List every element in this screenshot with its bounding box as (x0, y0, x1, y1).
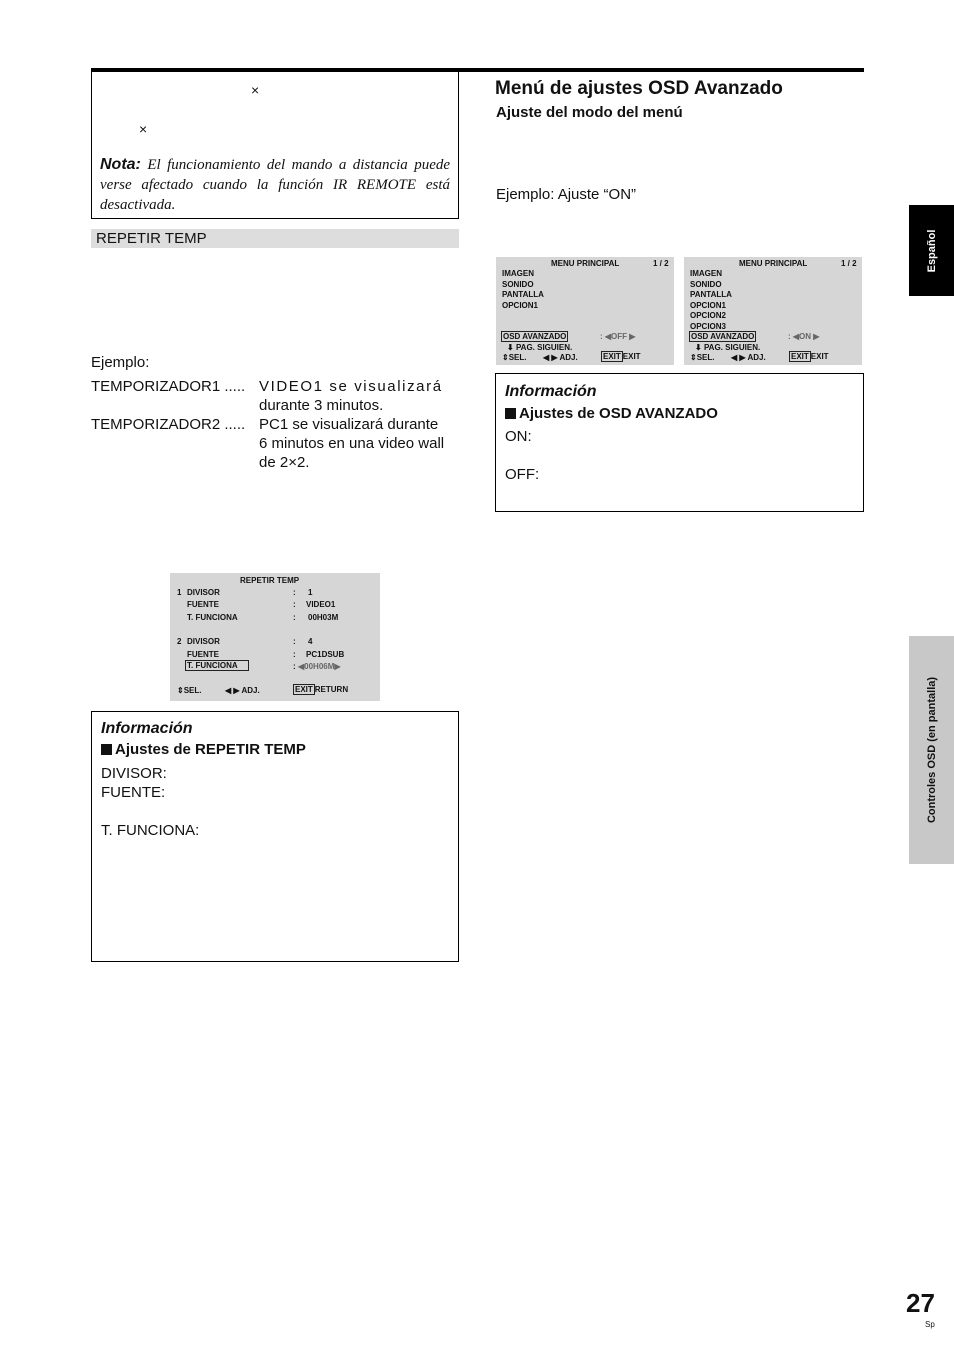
menu-item[interactable]: PANTALLA (502, 290, 544, 299)
square-bullet-icon (505, 408, 516, 419)
osd-title: MENU PRINCIPAL (739, 259, 808, 268)
sel-hint: ⇕SEL. (177, 686, 202, 695)
info-title: Información (101, 720, 193, 737)
osd-row-value: 4 (308, 637, 313, 646)
osd-menu-off (496, 257, 674, 365)
osd-row-label-selected[interactable]: T. FUNCIONA (185, 661, 249, 671)
osd-avanzado-item-selected[interactable]: OSD AVANZADO (503, 332, 567, 341)
menu-item[interactable]: OPCION3 (690, 322, 727, 331)
osd-row-colon: : (293, 600, 296, 609)
osd-row-value: PC1DSUB (306, 650, 345, 659)
osd-avanzado-value[interactable]: : ◀ON ▶ (788, 332, 820, 341)
osd-row-value: 00H03M (308, 613, 339, 622)
repetir-temp-header: REPETIR TEMP (91, 229, 459, 248)
osd-row-label: DIVISOR (187, 588, 220, 597)
nota-text: El funcionamiento del mando a distancia puede verse afectado cuando la función IR REMOTE está desactivada. (100, 157, 451, 213)
example-key: TEMPORIZADOR2 ..... (91, 416, 246, 433)
info-item: T. FUNCIONA: (101, 822, 200, 839)
info-repetir-box (91, 711, 459, 962)
menu-item[interactable]: IMAGEN (502, 269, 534, 278)
osd-row-colon: : (293, 637, 296, 646)
next-page-item[interactable]: ⬇ PAG. SIGUIEN. (695, 343, 761, 352)
square-bullet-icon (101, 744, 112, 755)
osd-repetir-temp-screen (170, 573, 380, 701)
next-page-item[interactable]: ⬇ PAG. SIGUIEN. (507, 343, 573, 352)
exit-hint: EXIT RETURN (295, 685, 349, 694)
osd-title: REPETIR TEMP (240, 576, 300, 585)
osd-row-colon: : (293, 662, 296, 671)
osd-row-label: DIVISOR (187, 637, 220, 646)
section-tab (909, 636, 954, 864)
section-heading: Menú de ajustes OSD Avanzado (495, 78, 783, 99)
info-item: OFF: (505, 466, 540, 483)
language-tab-label: Español (925, 229, 938, 272)
osd-row-value: 1 (308, 588, 313, 597)
example-value: VIDEO1 se visualizará (259, 378, 443, 395)
section-tab-label: Controles OSD (en pantalla) (925, 676, 938, 824)
exit-hint: EXIT EXIT (603, 352, 641, 361)
group-number: 2 (177, 637, 182, 646)
adj-hint: ◀ ▶ ADJ. (543, 353, 578, 362)
menu-item[interactable]: OPCION2 (690, 311, 727, 320)
exit-hint: EXIT EXIT (791, 352, 829, 361)
osd-row-label: FUENTE (187, 650, 219, 659)
section-subheading: Ajuste del modo del menú (496, 104, 683, 121)
osd-adjust-value[interactable]: ◀00H06M▶ (298, 662, 341, 671)
example-value: durante 3 minutos. (259, 397, 384, 414)
menu-item[interactable]: OPCION1 (690, 301, 727, 310)
menu-item[interactable]: SONIDO (502, 280, 534, 289)
info-avanzado-box (495, 373, 864, 512)
osd-row-colon: : (293, 650, 296, 659)
example-value: PC1 se visualizará durante (259, 416, 439, 433)
osd-avanzado-value[interactable]: : ◀OFF ▶ (600, 332, 636, 341)
osd-row-colon: : (293, 588, 296, 597)
osd-row-label: T. FUNCIONA (187, 613, 238, 622)
nota-label: Nota: (100, 156, 141, 173)
osd-title: MENU PRINCIPAL (551, 259, 620, 268)
info-item: FUENTE: (101, 784, 166, 801)
menu-item[interactable]: IMAGEN (690, 269, 722, 278)
page-indicator: 1 / 2 (841, 259, 857, 268)
adj-hint: ◀ ▶ ADJ. (731, 353, 766, 362)
adj-hint: ◀ ▶ ADJ. (225, 686, 260, 695)
osd-row-label: FUENTE (187, 600, 219, 609)
osd-row-colon: : (293, 613, 296, 622)
page-suffix: Sp (925, 1320, 935, 1329)
osd-menu-on (684, 257, 862, 365)
info-subtitle: Ajustes de OSD AVANZADO (505, 405, 718, 422)
nota-paragraph (100, 155, 450, 215)
example-value: de 2×2. (259, 454, 310, 471)
page-indicator: 1 / 2 (653, 259, 669, 268)
times-symbol: × (139, 121, 148, 137)
osd-row-value: VIDEO1 (306, 600, 336, 609)
times-symbol: × (251, 82, 260, 98)
example-key: TEMPORIZADOR1 ..... (91, 378, 246, 395)
example-label: Ejemplo: Ajuste “ON” (496, 186, 637, 203)
sel-hint: ⇕SEL. (690, 353, 715, 362)
info-item: ON: (505, 428, 532, 445)
info-item: DIVISOR: (101, 765, 167, 782)
menu-item[interactable]: SONIDO (690, 280, 722, 289)
info-subtitle: Ajustes de REPETIR TEMP (101, 741, 306, 758)
sel-hint: ⇕SEL. (502, 353, 527, 362)
info-title: Información (505, 383, 597, 400)
page-number: 27 (906, 1288, 935, 1318)
language-tab (909, 205, 954, 296)
ejemplo-label: Ejemplo: (91, 354, 150, 371)
osd-avanzado-item-selected[interactable]: OSD AVANZADO (691, 332, 755, 341)
menu-item[interactable]: PANTALLA (690, 290, 732, 299)
example-value: 6 minutos en una video wall (259, 435, 445, 452)
menu-item[interactable]: OPCION1 (502, 301, 539, 310)
group-number: 1 (177, 588, 182, 597)
